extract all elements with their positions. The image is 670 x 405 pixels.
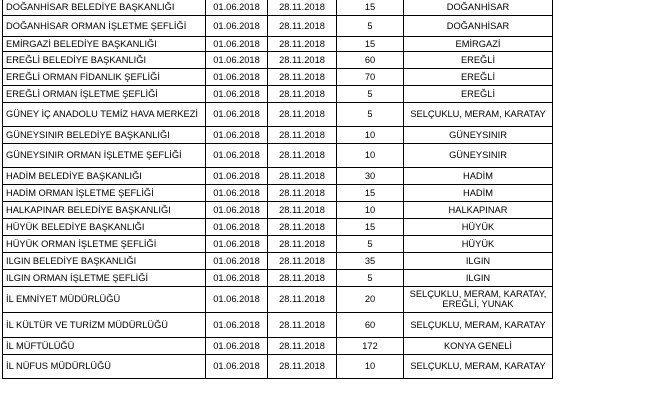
cell-institution-name: EREĞLİ ORMAN İŞLETME ŞEFLİĞİ xyxy=(3,85,206,102)
table-row xyxy=(3,286,553,312)
cell-start-date: 01.06.2018 xyxy=(206,85,268,102)
cell-quota: 15 xyxy=(337,184,404,201)
cell-institution-name: HADİM ORMAN İŞLETME ŞEFLİĞİ xyxy=(3,184,206,201)
cell-institution-name: ILGIN ORMAN İŞLETME ŞEFLİĞİ xyxy=(3,269,206,286)
cell-institution-name: DOĞANHİSAR ORMAN İŞLETME ŞEFLİĞİ xyxy=(3,15,206,36)
table-row xyxy=(3,201,553,218)
cell-district: ILGIN xyxy=(404,269,553,286)
cell-quota: 10 xyxy=(337,126,404,143)
cell-end-date: 28.11.2018 xyxy=(268,269,337,286)
cell-district: KONYA GENELİ xyxy=(404,337,553,354)
cell-end-date: 28.11.2018 xyxy=(268,102,337,126)
table-row xyxy=(3,51,553,68)
cell-start-date: 01.06.2018 xyxy=(206,51,268,68)
table-row xyxy=(3,68,553,85)
cell-district: GÜNEYSINIR xyxy=(404,143,553,167)
cell-district: GÜNEYSINIR xyxy=(404,126,553,143)
cell-district: HÜYÜK xyxy=(404,218,553,235)
cell-quota: 20 xyxy=(337,286,404,312)
table-row xyxy=(3,167,553,184)
cell-end-date: 28.11.2018 xyxy=(268,337,337,354)
cell-quota: 30 xyxy=(337,167,404,184)
table-row xyxy=(3,0,553,15)
cell-start-date: 01.06.2018 xyxy=(206,0,268,15)
cell-end-date: 28.11.2018 xyxy=(268,167,337,184)
cell-quota: 5 xyxy=(337,269,404,286)
cell-start-date: 01.06.2018 xyxy=(206,126,268,143)
cell-start-date: 01.06.2018 xyxy=(206,252,268,269)
cell-end-date: 28.11.2018 xyxy=(268,15,337,36)
cell-start-date: 01.06.2018 xyxy=(206,235,268,252)
table-row xyxy=(3,312,553,337)
cell-end-date: 28.11.2018 xyxy=(268,252,337,269)
cell-start-date: 01.06.2018 xyxy=(206,218,268,235)
cell-start-date: 01.06.2018 xyxy=(206,286,268,312)
cell-district: HALKAPINAR xyxy=(404,201,553,218)
cell-district: HADİM xyxy=(404,184,553,201)
cell-end-date: 28.11.2018 xyxy=(268,51,337,68)
cell-end-date: 28.11.2018 xyxy=(268,312,337,337)
cell-quota: 15 xyxy=(337,36,404,51)
cell-start-date: 01.06.2018 xyxy=(206,201,268,218)
cell-district: DOĞANHİSAR xyxy=(404,15,553,36)
institution-table xyxy=(2,0,553,379)
cell-quota: 60 xyxy=(337,51,404,68)
cell-district: SELÇUKLU, MERAM, KARATAY xyxy=(404,312,553,337)
cell-start-date: 01.06.2018 xyxy=(206,102,268,126)
cell-start-date: 01.06.2018 xyxy=(206,167,268,184)
cell-institution-name: HADİM BELEDİYE BAŞKANLIĞI xyxy=(3,167,206,184)
cell-district: HÜYÜK xyxy=(404,235,553,252)
table-row xyxy=(3,235,553,252)
cell-quota: 10 xyxy=(337,354,404,378)
cell-quota: 70 xyxy=(337,68,404,85)
cell-start-date: 01.06.2018 xyxy=(206,36,268,51)
cell-start-date: 01.06.2018 xyxy=(206,354,268,378)
cell-institution-name: ILGIN BELEDİYE BAŞKANLIĞI xyxy=(3,252,206,269)
cell-start-date: 01.06.2018 xyxy=(206,337,268,354)
cell-end-date: 28.11.2018 xyxy=(268,68,337,85)
cell-quota: 15 xyxy=(337,0,404,15)
cell-district: EREĞLİ xyxy=(404,51,553,68)
cell-end-date: 28.11.2018 xyxy=(268,218,337,235)
cell-end-date: 28.11.2018 xyxy=(268,286,337,312)
cell-quota: 60 xyxy=(337,312,404,337)
table-row xyxy=(3,36,553,51)
cell-district: SELÇUKLU, MERAM, KARATAY xyxy=(404,102,553,126)
cell-district: SELÇUKLU, MERAM, KARATAY xyxy=(404,354,553,378)
cell-institution-name: HÜYÜK ORMAN İŞLETME ŞEFLİĞİ xyxy=(3,235,206,252)
cell-institution-name: GÜNEYSINIR ORMAN İŞLETME ŞEFLİĞİ xyxy=(3,143,206,167)
cell-end-date: 28.11.2018 xyxy=(268,85,337,102)
cell-district: EREĞLİ xyxy=(404,68,553,85)
cell-quota: 5 xyxy=(337,15,404,36)
cell-start-date: 01.06.2018 xyxy=(206,312,268,337)
table-row xyxy=(3,15,553,36)
cell-district: DOĞANHİSAR xyxy=(404,0,553,15)
cell-start-date: 01.06.2018 xyxy=(206,15,268,36)
cell-institution-name: İL EMNİYET MÜDÜRLÜĞÜ xyxy=(3,286,206,312)
cell-institution-name: HALKAPINAR BELEDİYE BAŞKANLIĞI xyxy=(3,201,206,218)
cell-institution-name: İL NÜFUS MÜDÜRLÜĞÜ xyxy=(3,354,206,378)
cell-quota: 35 xyxy=(337,252,404,269)
cell-quota: 5 xyxy=(337,85,404,102)
table-row xyxy=(3,252,553,269)
cell-quota: 5 xyxy=(337,235,404,252)
cell-district: HADİM xyxy=(404,167,553,184)
cell-start-date: 01.06.2018 xyxy=(206,143,268,167)
cell-start-date: 01.06.2018 xyxy=(206,269,268,286)
table-row xyxy=(3,218,553,235)
cell-district: EMİRGAZİ xyxy=(404,36,553,51)
table-row xyxy=(3,337,553,354)
table-row xyxy=(3,126,553,143)
table-row xyxy=(3,269,553,286)
cell-end-date: 28.11.2018 xyxy=(268,184,337,201)
cell-institution-name: DOĞANHİSAR BELEDİYE BAŞKANLIĞI xyxy=(3,0,206,15)
cell-end-date: 28.11.2018 xyxy=(268,354,337,378)
cell-start-date: 01.06.2018 xyxy=(206,184,268,201)
cell-institution-name: EREĞLİ ORMAN FİDANLIK ŞEFLİĞİ xyxy=(3,68,206,85)
cell-end-date: 28.11.2018 xyxy=(268,126,337,143)
cell-start-date: 01.06.2018 xyxy=(206,68,268,85)
cell-end-date: 28.11.2018 xyxy=(268,143,337,167)
cell-end-date: 28.11.2018 xyxy=(268,36,337,51)
cell-quota: 10 xyxy=(337,143,404,167)
cell-institution-name: EMİRGAZİ BELEDİYE BAŞKANLIĞI xyxy=(3,36,206,51)
cell-quota: 10 xyxy=(337,201,404,218)
cell-end-date: 28.11.2018 xyxy=(268,201,337,218)
cell-district: EREĞLİ xyxy=(404,85,553,102)
cell-end-date: 28.11.2018 xyxy=(268,235,337,252)
table-row xyxy=(3,85,553,102)
cell-district: ILGIN xyxy=(404,252,553,269)
table-row xyxy=(3,184,553,201)
cell-institution-name: EREĞLİ BELEDİYE BAŞKANLIĞI xyxy=(3,51,206,68)
cell-quota: 15 xyxy=(337,218,404,235)
cell-end-date: 28.11.2018 xyxy=(268,0,337,15)
cell-quota: 5 xyxy=(337,102,404,126)
table-row xyxy=(3,143,553,167)
cell-institution-name: İL MÜFTÜLÜĞÜ xyxy=(3,337,206,354)
table-row xyxy=(3,354,553,378)
cell-quota: 172 xyxy=(337,337,404,354)
cell-district: SELÇUKLU, MERAM, KARATAY, EREĞLİ, YUNAK xyxy=(404,286,553,312)
cell-institution-name: GÜNEY İÇ ANADOLU TEMİZ HAVA MERKEZİ xyxy=(3,102,206,126)
cell-institution-name: İL KÜLTÜR VE TURİZM MÜDÜRLÜĞÜ xyxy=(3,312,206,337)
cell-institution-name: GÜNEYSINIR BELEDİYE BAŞKANLIĞI xyxy=(3,126,206,143)
table-row xyxy=(3,102,553,126)
cell-institution-name: HÜYÜK BELEDİYE BAŞKANLIĞI xyxy=(3,218,206,235)
